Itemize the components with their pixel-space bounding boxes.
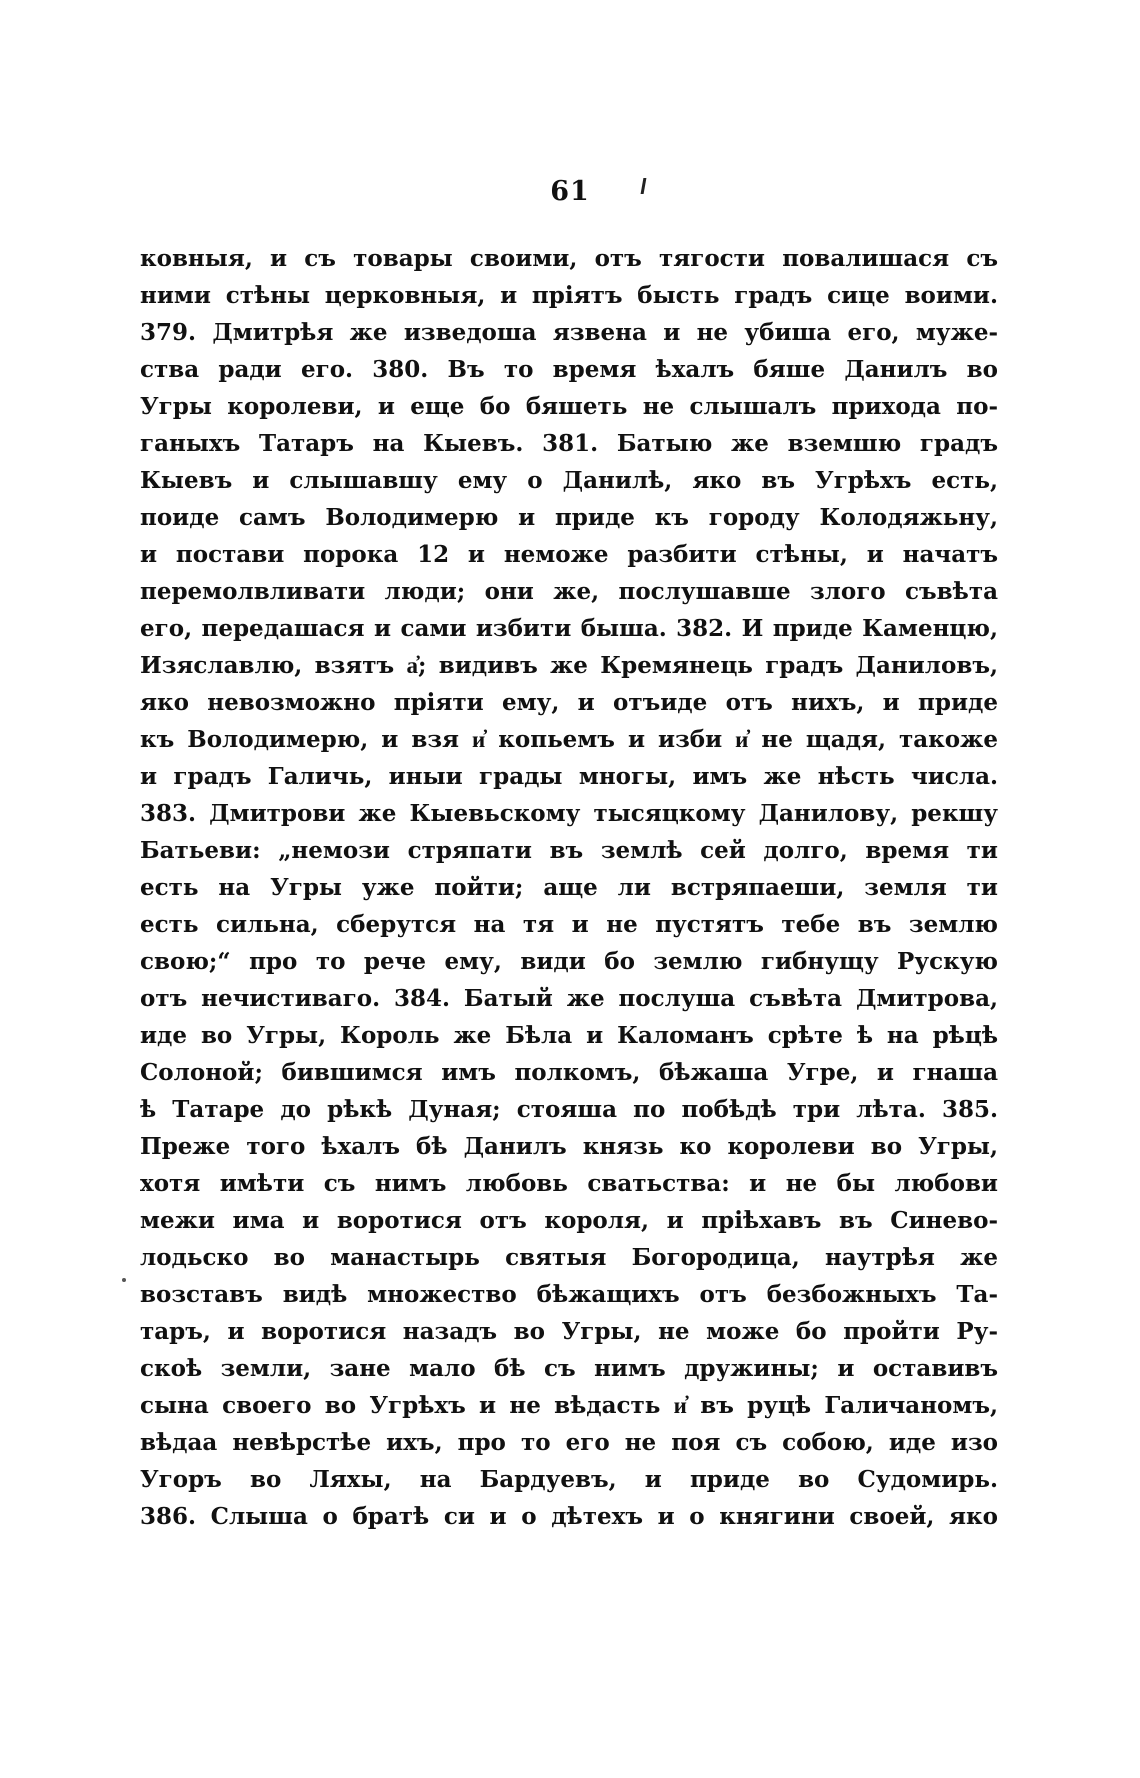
body-text <box>140 240 998 1535</box>
text-line: къ Володимерю, и взя и҆ копьемъ и изби и҆ не щадя, такоже <box>140 726 998 753</box>
text-line: и постави порока 12 и неможе разбити стѣны, и начатъ <box>140 541 998 568</box>
text-line: 383. Дмитрови же Кыевьскому тысяцкому Данилову, рекшу <box>140 800 998 827</box>
text-line: Угры королеви, и еще бо бяшеть не слышалъ прихода по- <box>140 393 998 420</box>
text-line: сына своего во Угрѣхъ и не вѣдасть и҆ въ руцѣ Галичаномъ, <box>140 1392 998 1419</box>
text-line: Кыевъ и слышавшу ему о Данилѣ, яко въ Угрѣхъ есть, <box>140 467 998 494</box>
text-line: ѣ Татаре до рѣкѣ Дуная; стояша по побѣдѣ три лѣта. 385. <box>140 1096 998 1123</box>
text-line: яко невозможно пріяти ему, и отъиде отъ нихъ, и приде <box>140 689 998 716</box>
page-number: 61 <box>550 176 590 207</box>
text-line: иде во Угры, Король же Бѣла и Каломанъ срѣте ѣ на рѣцѣ <box>140 1022 998 1049</box>
text-line: возставъ видѣ множество бѣжащихъ отъ безбожныхъ Та- <box>140 1281 998 1308</box>
text-line: Солоной; бившимся имъ полкомъ, бѣжаша Угре, и гнаша <box>140 1059 998 1086</box>
text-line: ковныя, и съ товары своими, отъ тягости повалишася съ <box>140 245 998 272</box>
text-line: Угоръ во Ляхы, на Бардуевъ, и приде во Судомирь. <box>140 1466 998 1493</box>
text-line: отъ нечистиваго. 384. Батый же послуша съвѣта Дмитрова, <box>140 985 998 1012</box>
text-line: Изяславлю, взятъ а҆; видивъ же Кремянець градъ Даниловъ, <box>140 652 998 679</box>
text-line: и градъ Галичь, иныи грады многы, имъ же нѣсть числа. <box>140 763 998 790</box>
text-line: межи има и воротися отъ короля, и пріѣхавъ въ Синево- <box>140 1207 998 1234</box>
text-line: есть на Угры уже пойти; аще ли встряпаеши, земля ти <box>140 874 998 901</box>
text-line: поиде самъ Володимерю и приде къ городу Колодяжьну, <box>140 504 998 531</box>
text-line: лодьско во манастырь святыя Богородица, наутрѣя же <box>140 1244 998 1271</box>
text-line: ства ради его. 380. Въ то время ѣхалъ бяше Данилъ во <box>140 356 998 383</box>
text-line: вѣдаа невѣрстѣе ихъ, про то его не поя съ собою, иде изо <box>140 1429 998 1456</box>
text-line: 379. Дмитрѣя же изведоша язвена и не убиша его, муже- <box>140 319 998 346</box>
text-line: ними стѣны церковныя, и пріятъ бысть градъ сице воими. <box>140 282 998 309</box>
text-line: его, передашася и сами избити быша. 382. И приде Каменцю, <box>140 615 998 642</box>
text-line: свою;“ про то рече ему, види бо землю гибнущу Рускую <box>140 948 998 975</box>
margin-speck <box>122 1278 126 1282</box>
text-line: таръ, и воротися назадъ во Угры, не може бо пройти Ру- <box>140 1318 998 1345</box>
text-line: хотя имѣти съ нимъ любовь сватьства: и не бы любови <box>140 1170 998 1197</box>
text-line: Батьеви: „немози стряпати въ землѣ сей долго, время ти <box>140 837 998 864</box>
text-line: есть сильна, сберутся на тя и не пустятъ тебе въ землю <box>140 911 998 938</box>
text-line: скоѣ земли, зане мало бѣ съ нимъ дружины; и оставивъ <box>140 1355 998 1382</box>
text-line: 386. Слыша о братѣ си и о дѣтехъ и о княгини своей, яко <box>140 1503 998 1530</box>
text-line: перемолвливати люди; они же, послушавше злого съвѣта <box>140 578 998 605</box>
text-line: ганыхъ Татаръ на Кыевъ. 381. Батыю же вземшю градъ <box>140 430 998 457</box>
text-line: Преже того ѣхалъ бѣ Данилъ князь ко королеви во Угры, <box>140 1133 998 1160</box>
